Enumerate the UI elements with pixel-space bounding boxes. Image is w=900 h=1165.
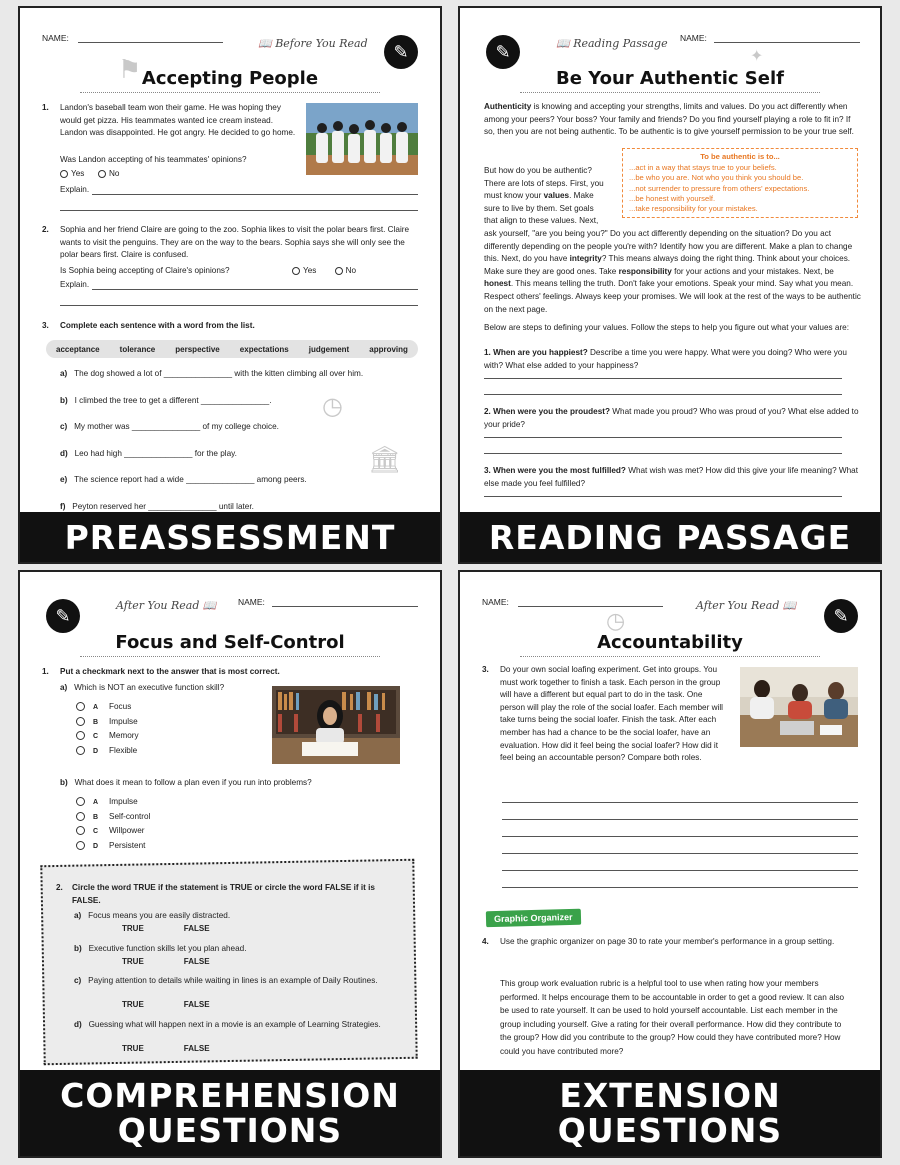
q3-paragraph: Do your own social loafing experiment. Get into groups. You must work together to finish a task. Each person in the group will have a different but equal part to do in the task. One person will play the role of the social loafer. Each member will take turns being the social loafer. Finish the task. After each member has had a chance to be the social loafer, have an evaluation. How did it feel being the social loafer? How did it feel being an accountable person? Compare both roles.	[500, 665, 723, 763]
name-line	[272, 606, 418, 607]
q1-question: Was Landon accepting of his teammates' opinions?	[60, 155, 247, 164]
graphic-organizer-tag: Graphic Organizer	[486, 909, 581, 927]
option-text: Memory	[109, 731, 139, 740]
section-tag	[696, 599, 797, 612]
answer-line[interactable]	[60, 305, 418, 306]
banner-line-1: COMPREHENSION	[60, 1076, 400, 1115]
page-title: Focus and Self-Control	[115, 632, 345, 653]
q1-number: 1.	[42, 667, 49, 676]
q3-text: Complete each sentence with a word from the list.	[60, 321, 255, 330]
option-row[interactable]	[76, 839, 150, 854]
callout-item: ...be honest with yourself.	[629, 193, 716, 203]
true-option[interactable]: TRUE	[122, 924, 144, 933]
option-radio[interactable]	[76, 841, 85, 850]
pencil-icon: ✎	[46, 599, 80, 633]
name-label: NAME:	[680, 33, 707, 43]
tf-item	[74, 943, 394, 956]
no-radio[interactable]	[98, 170, 106, 178]
q1-options	[60, 168, 119, 181]
q1-text: Landon's baseball team won their game. He was hoping they would get pizza. His teammates wanted ice cream instead. Landon was disappointed. He got angry. He decided to go home.	[60, 103, 296, 138]
section-banner	[460, 1070, 880, 1156]
word-bank-item: tolerance	[119, 344, 156, 354]
qa-options	[76, 700, 139, 758]
option-text: Self-control	[109, 811, 151, 821]
option-text: Impulse	[109, 797, 138, 806]
q4-text: Use the graphic organizer on page 30 to rate your member's performance in a group setting.	[500, 937, 835, 946]
text: ask yourself, "are you being you?" Do you act differently depending on the situation? Do you act differently depending on the people you're with? Identify how you are different. Make a plan to change this. Next, do you have	[484, 229, 853, 264]
tf-text: Executive function skills let you plan ahead.	[88, 944, 247, 953]
word-bank-item: judgement	[308, 344, 350, 354]
answer-line[interactable]	[502, 819, 858, 820]
yes-radio[interactable]	[292, 267, 300, 275]
false-option[interactable]: FALSE	[183, 1044, 210, 1053]
callout-item: ...not surrender to pressure from others' expectations.	[629, 183, 810, 193]
tf-choices	[122, 1044, 210, 1053]
intro-text: is knowing and accepting your strengths, limits and values. Do you act differently when among your peers? Your boss? Your family and friends? Do you find yourself playing a role to fit in? If so, then you are not being authentic. To be authentic is to give yourself permission to be your true self.	[484, 102, 854, 137]
step-1	[484, 347, 862, 372]
yes-label: Yes	[71, 169, 85, 178]
book-icon: 📖	[202, 599, 217, 612]
option-row[interactable]	[76, 700, 139, 715]
step-heading: 3. When were you the most fulfilled?	[484, 466, 626, 475]
text: ? This means always doing the right thing. Think about your choices. Make sure they are good ones. Take	[484, 254, 851, 276]
sentence-letter: f)	[60, 501, 66, 511]
tf-choices	[122, 924, 210, 933]
page-title: Accountability	[597, 632, 743, 653]
answer-line[interactable]	[484, 496, 842, 497]
sentence-text: The science report had a wide _______________ among peers.	[74, 475, 307, 484]
pencil-icon: ✎	[486, 35, 520, 69]
qb-letter: b)	[60, 778, 68, 787]
name-line	[78, 42, 223, 43]
false-option[interactable]: FALSE	[183, 957, 210, 966]
sentence-item	[60, 421, 420, 448]
answer-line[interactable]	[484, 394, 842, 395]
false-option[interactable]: FALSE	[183, 924, 210, 933]
authentic-callout-box	[622, 148, 858, 218]
true-option[interactable]: TRUE	[122, 1044, 144, 1053]
answer-line[interactable]	[502, 887, 858, 888]
page-title: Accepting People	[141, 68, 319, 89]
option-text: Focus	[109, 702, 132, 711]
q2-text: Sophia and her friend Claire are going to the zoo. Sophia likes to visit the polar bears first. Claire wants to visit the penguins. They are on the way to the bears. Sophia says she will only see the polar bears first. Claire is confused.	[60, 225, 410, 260]
term-values: values	[543, 191, 570, 201]
sentence-item	[60, 368, 420, 395]
compass-icon: ✦	[750, 48, 764, 65]
sentence-text: The dog showed a lot of _______________ with the kitten climbing all over him.	[74, 369, 364, 378]
section-tag	[258, 37, 368, 50]
word-bank-item: perspective	[175, 344, 220, 354]
section-tag	[556, 37, 668, 50]
clock-icon: ◷	[322, 393, 343, 420]
no-label: No	[109, 169, 120, 178]
option-radio[interactable]	[76, 717, 85, 726]
q2-number: 2.	[42, 225, 49, 234]
option-radio[interactable]	[76, 826, 85, 835]
answer-line[interactable]	[60, 210, 418, 211]
sentence-list	[60, 368, 420, 527]
name-label: NAME:	[238, 597, 265, 607]
q3-number: 3.	[42, 321, 49, 330]
student-studying-photo	[272, 686, 400, 764]
explain-label: Explain.	[60, 185, 90, 194]
banner-line-2: QUESTIONS	[117, 1111, 343, 1150]
section-banner	[20, 1070, 440, 1156]
section-banner: PREASSESSMENT	[20, 512, 440, 562]
option-radio[interactable]	[76, 731, 85, 740]
explain-label: Explain.	[60, 280, 90, 289]
q3-number: 3.	[482, 665, 489, 674]
option-text: Impulse	[109, 716, 138, 726]
pencil-icon: ✎	[384, 35, 418, 69]
qb-options	[76, 795, 150, 853]
no-label: No	[345, 266, 357, 275]
title-divider	[520, 92, 820, 93]
yes-radio[interactable]	[60, 170, 68, 178]
column-icon: 🏛	[368, 444, 402, 474]
banner-line-2: QUESTIONS	[557, 1111, 783, 1150]
term-honest: honest	[484, 279, 511, 289]
answer-line[interactable]	[92, 289, 418, 290]
pencil-icon: ✎	[824, 599, 858, 633]
sentence-item	[60, 395, 420, 422]
no-radio[interactable]	[335, 267, 343, 275]
tf-letter: b)	[74, 944, 82, 953]
answer-line[interactable]	[484, 453, 842, 454]
baseball-team-photo	[306, 103, 418, 175]
step-heading: 2. When were you the proudest?	[484, 407, 611, 416]
section-tag-label: Before You Read	[275, 37, 368, 50]
paragraph-2-continued	[484, 228, 862, 316]
text: . Make sure to live by them. Set goals that align to these values. Next,	[484, 191, 599, 226]
sentence-letter: e)	[60, 475, 68, 484]
qa-letter: a)	[60, 683, 68, 692]
paragraph-2-start	[484, 165, 608, 228]
preassessment-panel	[18, 6, 442, 564]
tf-letter: a)	[74, 911, 82, 920]
section-tag	[116, 599, 217, 612]
intro-paragraph	[484, 101, 862, 139]
callout-item: ...take responsibility for your mistakes.	[629, 204, 758, 214]
qa-prompt	[60, 682, 224, 695]
q1-text: Put a checkmark next to the answer that is most correct.	[60, 667, 280, 676]
sentence-text: My mother was _______________ of my college choice.	[74, 422, 279, 431]
tf-text: Paying attention to details while waiting in lines is an example of Daily Routines.	[88, 976, 378, 985]
option-letter: B	[93, 718, 99, 726]
group-work-photo	[740, 667, 858, 747]
title-divider	[520, 656, 820, 657]
option-row[interactable]	[76, 795, 150, 810]
answer-line[interactable]	[502, 870, 858, 871]
true-option[interactable]: TRUE	[122, 957, 144, 966]
option-row[interactable]	[76, 715, 139, 730]
sentence-letter: a)	[60, 369, 68, 378]
q4-paragraph: This group work evaluation rubric is a helpful tool to use when rating how your members performed. It helps encourage them to be accountable in order to get a good review. It can also be used to rate yourself. It can be used to hold yourself accountable. List each member in the group including yourself. Give a rating for their overall performance. How did they contribute to the group? How did you contribute to the group? How could they have contributed more? How could you have contributed more?	[500, 979, 845, 1056]
option-radio[interactable]	[76, 797, 85, 806]
yes-label: Yes	[303, 266, 317, 275]
answer-line[interactable]	[92, 194, 418, 195]
answer-line[interactable]	[502, 802, 858, 803]
qb-text: What does it mean to follow a plan even if you run into problems?	[74, 778, 312, 787]
option-text: Flexible	[109, 745, 138, 755]
word-bank-item: acceptance	[56, 344, 100, 354]
option-row[interactable]	[76, 810, 150, 825]
tf-letter: d)	[74, 1020, 82, 1029]
section-tag-label: Reading Passage	[573, 37, 668, 50]
sentence-letter: b)	[60, 395, 68, 405]
page-title: Be Your Authentic Self	[556, 68, 784, 89]
extension-panel	[458, 570, 882, 1158]
term-integrity: integrity	[569, 254, 602, 264]
flag-icon: ⚑	[118, 54, 142, 84]
steps-intro: Below are steps to defining your values. Follow the steps to help you figure out what your values are:	[484, 323, 850, 332]
option-letter: D	[93, 842, 99, 850]
section-banner: READING PASSAGE	[460, 512, 880, 562]
text: for your actions and your mistakes. Next, be	[671, 266, 834, 276]
option-letter: C	[93, 733, 99, 740]
answer-line[interactable]	[484, 378, 842, 379]
title-divider	[80, 656, 380, 657]
option-radio[interactable]	[76, 746, 85, 755]
term-authenticity: Authenticity	[484, 102, 532, 111]
option-row[interactable]	[76, 729, 139, 744]
callout-heading: To be authentic is to...	[700, 152, 780, 161]
answer-line[interactable]	[484, 437, 842, 438]
q2-question: Is Sophia being accepting of Claire's opinions?	[60, 266, 230, 275]
tf-item	[74, 1020, 384, 1030]
qb-prompt	[60, 777, 312, 790]
option-text: Persistent	[109, 840, 146, 850]
callout-item: ...be who you are. Not who you think you should be.	[629, 173, 804, 183]
word-bank	[46, 340, 418, 358]
answer-line[interactable]	[502, 853, 858, 854]
tf-letter: c)	[74, 976, 82, 985]
option-radio[interactable]	[76, 702, 85, 711]
option-letter: D	[93, 747, 99, 755]
option-letter: A	[93, 799, 99, 806]
callout-item: ...act in a way that stays true to your beliefs.	[629, 163, 777, 173]
option-radio[interactable]	[76, 812, 85, 821]
text: . This means telling the truth. Don't fake your emotions. Speak your mind. Say what you mean. Respect others' feelings. Always keep your promises. We will look at the rest of the ways to be authentic on the next page.	[484, 279, 861, 314]
sentence-item	[60, 474, 420, 501]
tf-item	[74, 910, 394, 923]
sentence-letter: d)	[60, 448, 68, 458]
text: But how do you be authentic? There are lots of steps. First, you must know your	[484, 166, 604, 201]
title-divider	[80, 92, 380, 93]
book-icon: 📖	[782, 599, 797, 612]
step-text: What made you proud? Who was proud of you? What else added to your pride?	[484, 407, 859, 429]
book-icon: 📖	[556, 37, 570, 50]
book-icon: 📖	[258, 37, 272, 50]
qa-text: Which is NOT an executive function skill?	[74, 683, 225, 692]
tf-text: Guessing what will happen next in a movie is an example of Learning Strategies.	[88, 1020, 381, 1029]
option-row[interactable]	[76, 744, 139, 759]
name-label: NAME:	[42, 33, 69, 43]
reading-passage-panel	[458, 6, 882, 564]
term-responsibility: responsibility	[618, 266, 672, 276]
sentence-letter: c)	[60, 422, 68, 431]
option-row[interactable]	[76, 824, 150, 839]
name-line	[518, 606, 663, 607]
sentence-item	[60, 448, 420, 475]
comprehension-panel	[18, 570, 442, 1158]
option-letter: A	[93, 704, 99, 711]
sentence-text: I climbed the tree to get a different _______________.	[74, 395, 272, 405]
section-tag-label: After You Read	[696, 599, 780, 612]
section-tag-label: After You Read	[116, 599, 200, 612]
answer-line[interactable]	[502, 836, 858, 837]
sentence-text: Peyton reserved her _______________ until later.	[72, 501, 254, 511]
step-heading: 1. When are you happiest?	[484, 348, 588, 357]
true-option[interactable]: TRUE	[122, 1000, 144, 1009]
tf-choices	[122, 957, 210, 966]
word-bank-item: expectations	[239, 344, 289, 354]
step-text: What wish was met? How did this give your life meaning? What else made you feel fulfilled?	[484, 466, 859, 488]
tf-choices	[122, 1000, 210, 1009]
word-bank-item: approving	[369, 344, 408, 354]
tf-text: Focus means you are easily distracted.	[88, 911, 231, 920]
q2-options	[292, 265, 356, 278]
name-label: NAME:	[482, 597, 509, 607]
option-letter: B	[93, 813, 99, 821]
step-2	[484, 406, 862, 431]
tf-item	[74, 976, 384, 986]
q4-number: 4.	[482, 937, 489, 946]
step-3	[484, 465, 862, 490]
clock-icon: ◷	[606, 608, 626, 633]
false-option[interactable]: FALSE	[183, 1000, 210, 1009]
name-line	[714, 42, 860, 43]
step-text: Describe a time you were happy. What were you doing? Who were you with? What else added to your happiness?	[484, 348, 847, 370]
option-letter: C	[93, 828, 99, 835]
q2-text: Circle the word TRUE if the statement is TRUE or circle the word FALSE if it is FALSE.	[72, 883, 375, 905]
option-text: Willpower	[109, 826, 145, 835]
banner-line-1: EXTENSION	[559, 1076, 781, 1115]
sentence-text: Leo had high _______________ for the play.	[74, 448, 237, 458]
q2-number: 2.	[56, 883, 63, 892]
q1-number: 1.	[42, 103, 49, 112]
